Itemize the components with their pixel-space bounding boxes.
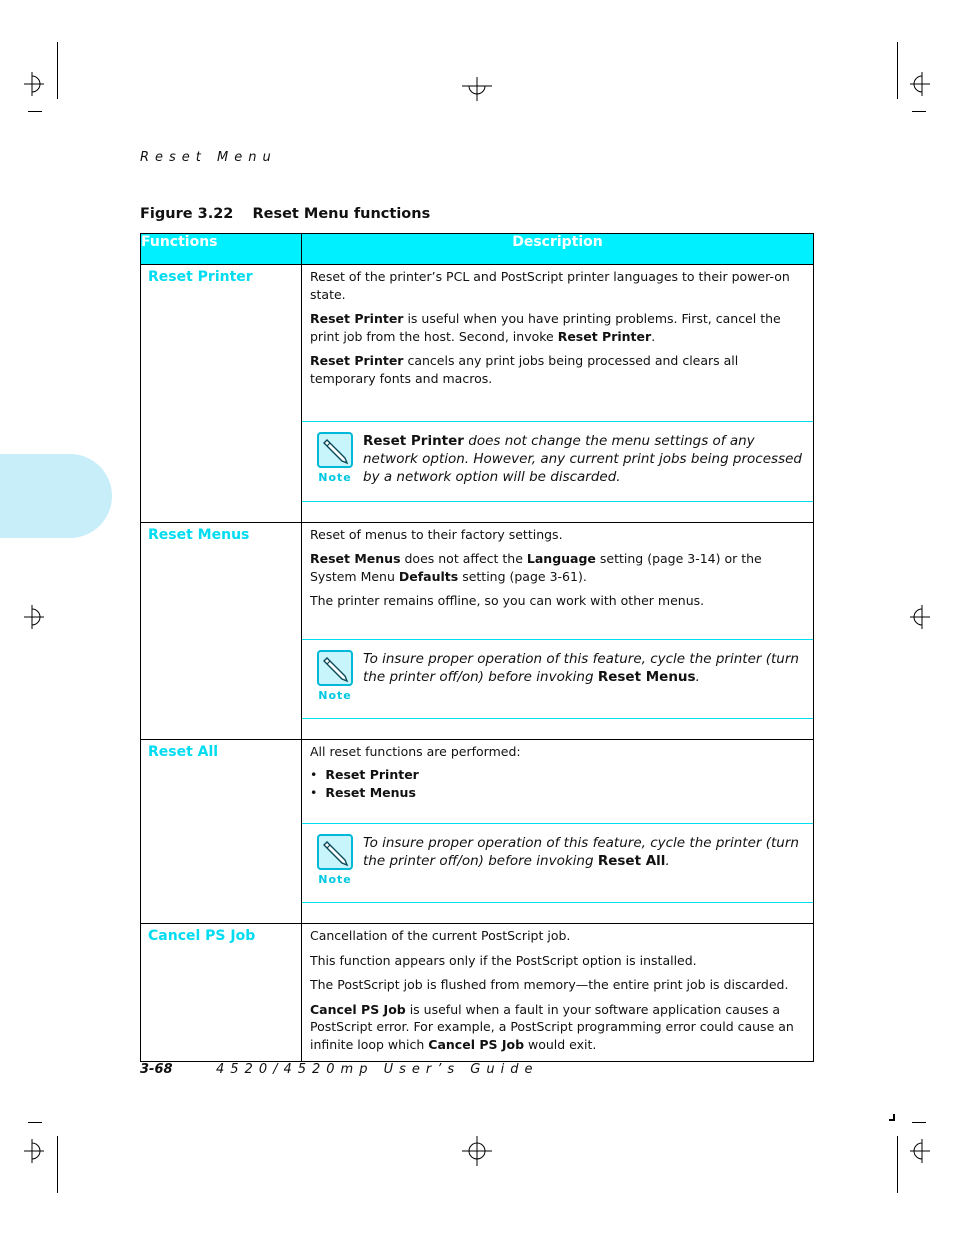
registration-mark-bottom [462, 1136, 492, 1166]
description-text: Reset Printer cancels any print jobs being processed and clears all temporary fonts and macros. [310, 353, 739, 386]
description-column-header: Description [302, 234, 814, 265]
note-label: Note [318, 471, 352, 484]
list-item: • Reset Printer [310, 766, 805, 784]
description-text: The PostScript job is flushed from memory—the entire print job is discarded. [310, 977, 789, 992]
note-pencil-icon [310, 650, 360, 705]
description-text: The printer remains offline, so you can work with other menus. [310, 593, 705, 608]
note-text: To insure proper operation of this feature, cycle the printer (turn the printer off/on) before invoking Reset All. [363, 834, 799, 869]
description-text: Cancel PS Job is useful when a fault in your software application causes a PostScript error. For example, a PostScript programming error could cause an infinite loop which Cancel PS Job would exit. [310, 1001, 794, 1052]
function-name: Cancel PS Job [148, 928, 256, 944]
description-text: Reset Menus does not affect the Language setting (page 3-14) or the System Menu Defaults setting (page 3-61). [310, 551, 762, 584]
figure-caption [140, 206, 430, 222]
note-pencil-icon [310, 834, 360, 889]
figure-title: Reset Menu functions [252, 206, 431, 222]
note-label: Note [318, 872, 352, 886]
figure-number: Figure 3.22 [140, 206, 234, 222]
description-text: This function appears only if the PostScript option is installed. [310, 952, 697, 968]
function-name: Reset Printer [148, 269, 253, 285]
list-item: • Reset Menus [310, 784, 805, 802]
running-header: Reset Menu [140, 150, 277, 165]
description [302, 265, 813, 402]
table-row [141, 924, 814, 1062]
note-box [302, 639, 813, 720]
table-row [141, 522, 814, 740]
registration-mark-left-3 [24, 1139, 44, 1163]
registration-mark-top [462, 77, 492, 101]
note-pencil-icon [310, 432, 360, 487]
chapter-tab [0, 454, 112, 538]
note-text: Reset Printer does not change the menu settings of any network option. However, any current print jobs being processed by a network option will be discarded. [363, 433, 802, 485]
description [302, 740, 813, 811]
registration-mark-right-1 [910, 72, 930, 96]
bullet-list [310, 766, 805, 802]
registration-mark-left-2 [24, 605, 44, 629]
description-text: Reset of the printer’s PCL and PostScript printer languages to their power-on state. [310, 269, 790, 302]
table-row [141, 740, 814, 924]
registration-mark-right-2 [910, 605, 930, 629]
functions-column-header: Functions [141, 234, 302, 265]
function-name: Reset Menus [148, 526, 250, 543]
description-text: Cancellation of the current PostScript job. [310, 928, 571, 943]
guide-title: 4520/4520mp User’s Guide [216, 1062, 539, 1077]
registration-mark-right-3 [910, 1139, 930, 1163]
note-text: To insure proper operation of this feature, cycle the printer (turn the printer off/on) before invoking Reset Menus. [363, 650, 799, 685]
table-row [141, 265, 814, 523]
table-header-row [141, 234, 814, 265]
description-text: Reset of menus to their factory settings. [310, 526, 563, 542]
description [302, 523, 813, 625]
note-box [302, 823, 813, 904]
page-number: 3-68 [140, 1062, 173, 1077]
function-name: Reset All [148, 744, 219, 760]
note-label: Note [318, 688, 352, 702]
note-box [302, 421, 813, 502]
description-text: Reset Printer is useful when you have printing problems. First, cancel the print job from the host. Second, invoke Reset Printer. [310, 311, 781, 344]
description [302, 924, 813, 1061]
functions-table [140, 233, 814, 1062]
description-text: All reset functions are performed: [310, 744, 521, 759]
registration-mark-left-1 [24, 72, 44, 96]
